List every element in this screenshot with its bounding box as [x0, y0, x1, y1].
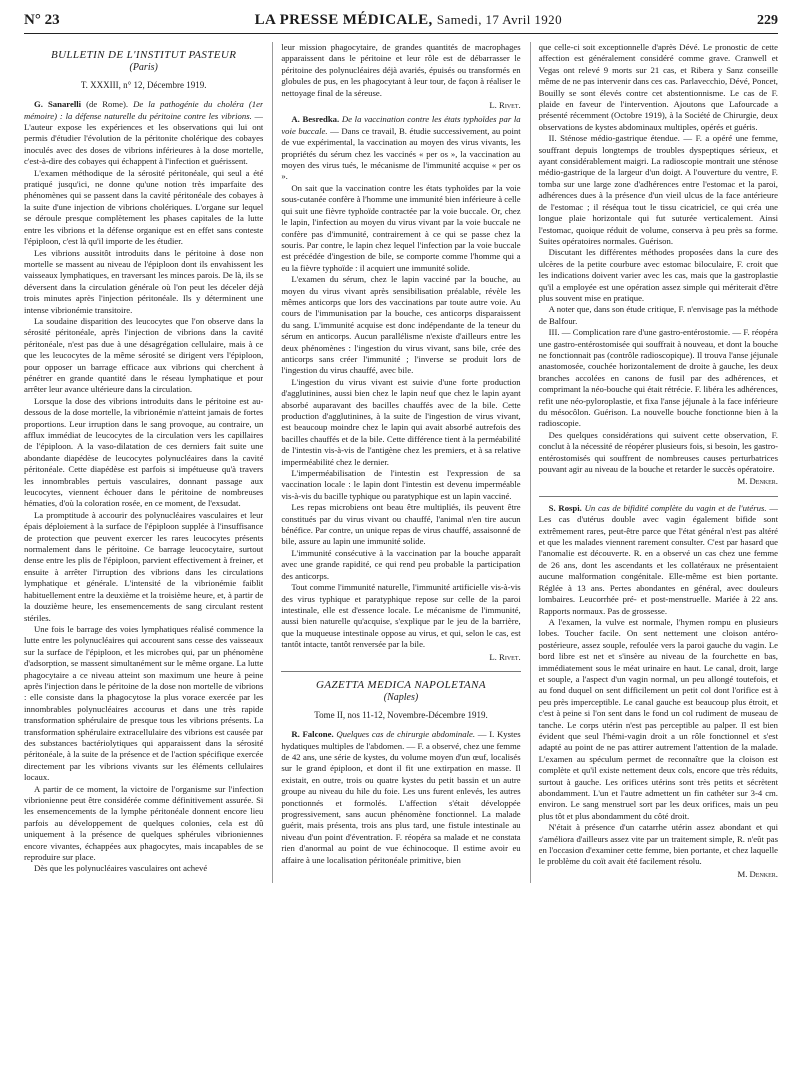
paragraph: Une fois le barrage des voies lymphatiques réalisé commence la lutte entre les polynucléaires qui accourent sans cesse des vaisseaux sur la surface de l'épiploon, et les microbes qui, par un phénomène d'adsorption, se massent simultanément sur le même organe. La lutte phagocytaire a ce niveau atteint son maximum une heure à peine après l'injection dans le péritoine de la dose non mortelle de vibrions : elle consiste dans la phagocytose la plus vorace exercée par les innombrables polynucléaires accourus et dans une très rapide transformation sphérulaire de presque tous les vibrions présents. La transformation sphérulaire extracellulaire des vibrions est causée par des substances bactériolytiques qui apparaissent dans la sérosité péritonéale, à la suite de la présence et de l'action spécifique exercée directement par les vibrions vivants sur les éléments cellulaires locaux. — [24, 623, 264, 783]
issue-reference: Tome II, nos 11-12, Novembre-Décembre 1919. — [314, 709, 488, 720]
signature: L. Rivet. — [489, 651, 521, 662]
article-lead-text: — L'auteur expose les expériences et les observations qui lui ont permis d'étudier l'évolution de la péritonite cholérique des cobayes inoculés avec des doses de vibrions inférieures à la dose mortelle, c'est-à-dire des cobayes qui échappent à l'infection et guérissent. — [24, 110, 264, 167]
article-lead — [281, 114, 520, 182]
section-divider — [281, 671, 520, 672]
paragraph: A partir de ce moment, la victoire de l'organisme sur l'infection vibrionienne peut être considérée comme définitivement assurée. Si les ensemencements de la lymphe péritonéale donnent encore lieu parfois au développement de quelques colonies, cela est dû uniquement à la présence de quelques sphérules vibrioniennes encore vivantes, échappées aux phagocytes, mais incapables de se reproduire sur place. — [24, 783, 264, 863]
journal-heading — [255, 12, 562, 29]
article-title: Quelques cas de chirurgie abdominale. — [336, 729, 476, 740]
page-number: 229 — [757, 13, 778, 28]
paragraph: leur mission phagocytaire, de grandes quantités de macrophages apparaissent dans le péritoine et leur rôle est de débarrasser le péritoine des polynucléaires déjà avariés, épuisés ou transformés en globules de pus, en les phagocytant à leur tour, de façon à réaliser le nettoyage final de la séreuse. — [281, 42, 521, 98]
paragraph: Discutant les différentes méthodes proposées dans la cure des ulcères de la petite courbure avec estomac biloculaire, F. croit que les indications doivent varier avec les cas, mais que la gastroplastie qu'il a employée est une opération assez simple qui mériterait d'être plus souvent mise en pratique. — [538, 247, 778, 303]
header-rule — [24, 33, 778, 34]
signature: M. Denker. — [737, 868, 778, 879]
article-title: De la pathogénie du choléra (1er mémoire) : la défense naturelle du péritoine contre les vibrions. — [24, 99, 264, 121]
paragraph: La soudaine disparition des leucocytes que l'on observe dans la sérosité péritonéale, après l'injection de vibrions dans la cavité péritonéale, n'est pas due à une désagrégation cellulaire, mais à ce que les leucocytes de la même sérosité se dirigent vers l'épiploon, pour opposer un barrage efficace aux vibrions qui cherchent à pénétrer en grande quantité dans le réseau lymphatique et pour arrêter leur avance ultérieure dans la circulation. — [24, 315, 264, 395]
paragraph: Les vibrions aussitôt introduits dans le péritoine à dose non mortelle se massent au niveau de l'épiploon dont ils envahissent les vaisseaux lymphatiques, en traversant les minces parois. De là, ils se déversent dans la circulation générale où l'on peut les déceler déjà trois minutes après l'injection péritonéale. Ils y déterminent une intense vibrionémie transitoire. — [24, 247, 264, 315]
article-title: Un cas de bifidité complète du vagin et de l'utérus. — [584, 502, 767, 513]
article-lead — [24, 99, 263, 167]
paragraph: L'immunité consécutive à la vaccination par la bouche apparaît avec une grande rapidité, ce qui rend peu probable la participation des anticorps. — [281, 547, 521, 581]
signature: L. Rivet. — [489, 100, 521, 111]
column-3 — [530, 42, 778, 883]
article-author: G. Sanarelli — [34, 99, 82, 110]
paragraph: L'imperméabilisation de l'intestin est l'expression de sa vaccination locale : le lapin dont l'intestin est devenu imperméable vis-à-vis du bacille typhique ou paratyphique est un lapin vacciné. — [281, 468, 521, 501]
article-author: A. Besredka. — [291, 114, 340, 125]
article-author: S. Rospi. — [548, 502, 582, 513]
paragraph: que celle-ci soit exceptionnelle d'après Dévé. Le pronostic de cette affection est généralement considéré comme grave. Cranwell et Vegas ont relevé 9 morts sur 21 cas, et Ribera y Sanz conseille même de ne pas intervenir dans ces cas. Parlavecchio, Dévé, Poncet, Bouilly se sont élevés contre cet abstentionnisme. Le cas de F. plaide en faveur de l'intervention. Ajoutons que Lafourcade a présenté récemment (Octobre 1919), à la Société de Chirurgie, deux observations de kystes abdominaux multiples, opérés et guéris. — [538, 42, 778, 132]
paragraph: A noter que, dans son étude critique, F. n'envisage pas la méthode de Balfour. — [538, 304, 778, 326]
article-columns — [24, 42, 778, 883]
article-title: De la vaccination contre les états typhoïdes par la voie buccale. — [281, 114, 521, 136]
section-title: GAZETTA MEDICA NAPOLETANA — [316, 678, 486, 691]
issue-reference: T. XXXIII, n° 12, Décembre 1919. — [80, 79, 207, 90]
paragraph: On sait que la vaccination contre les états typhoïdes par la voie sous-cutanée confère à l'homme une immunité bien inférieure à celle qui suit une fièvre typhoïde contractée par la voie buccale. Or, chez le lapin, l'infection au moyen du virus vivant par la voie buccale ne confère pas d'immunité, contrairement à ce qui se passe chez la souris. Par contre, le lapin chez lequel l'infection par la voie buccale est précédée d'ingestion de bile, se comporte comme l'homme qui a eu la fièvre typhoïde : il acquiert une immunité solide. — [281, 182, 521, 273]
paragraph: L'examen du sérum, chez le lapin vacciné par la bouche, au moyen du virus vivant après sensibilisation préalable, révèle les mêmes anticorps que lors des vaccinations par toute autre voie. Au cours de l'immunisation par la bouche, ces anticorps disparaissent du sang. L'immunité acquise est donc indépendante de la teneur du sérum en anticorps. Aucun parallélisme n'existe d'ailleurs entre les deux phénomènes : l'ingestion du virus vivant, sans bile, crée des anticorps sans créer l'immunité ; l'inverse se produit lors de l'ingestion du virus chauffé, avec bile. — [281, 274, 521, 376]
paragraph: Lorsque la dose des vibrions introduits dans le péritoine est au-dessous de la dose mortelle, la vibrionémie n'atteint jamais de fortes proportions. Leur irruption dans le sang provoque, au contraire, un afflux immédiat de leucocytes de la circulation vers les capillaires de l'épiploon. A la vaso-dilatation de ces derniers fait suite une abondante diapédèse de leucocytes polynucléaires dans la cavité péritonéale. Cette diapédèse est parfois si impétueuse qu'à travers les innombrables pertuis vasculaires, donnant passage aux leucocytes, viennent échouer dans le péritoine de nombreuses hématies, d'où la coloration rosée, en ce moment, de l'exsudat. — [24, 395, 264, 509]
paragraph: La promptitude à accourir des polynucléaires vasculaires et leur épais déploiement à la surface de l'épiploon supplée à l'insuffisance de protection que peuvent exercer les rares leucocytes présents normalement dans le péritoine. Ce barrage leucocytaire, surtout dense entre les plis de l'épiploon, parvient effectivement à freiner, et ensuite à arrêter l'irruption des vibrions dans les circulations lymphatique et générale. L'intensité de la vibrionémie faiblit habituellement entre la deuxième et la troisième heure, et, à partir de la douzième heure, les ensemencements de sang circulant restent stériles. — [24, 509, 264, 623]
page-header — [24, 12, 778, 29]
paragraph: L'examen méthodique de la sérosité péritonéale, qui seul a été pratiqué jusqu'ici, ne donne qu'une notion très imparfaite des phénomènes qui se passent dans la cavité péritonéale des cobayes à la suite d'une injection de vibrions cholériques. L'organe sur lequel se déroule presque complètement les phases capitales de la lutte entre les vibrions et la défense organique est en effet sans conteste l'épiploon, c'est là qu'il importe de les étudier. — [24, 167, 264, 247]
section-subtitle: (Naples) — [383, 692, 419, 704]
journal-name: LA PRESSE MÉDICALE, — [254, 12, 433, 28]
column-2 — [272, 42, 520, 883]
paragraph: Tout comme l'immunité naturelle, l'immunité artificielle vis-à-vis des virus typhique et paratyphique repose sur celle de la paroi intestinale, elle est d'essence locale. Le mécanisme de l'immunité, aussi bien naturelle qu'acquise, s'explique par le jeu de la barrière, que la muqueuse intestinale oppose au virus, et qui, selon le cas, est tantôt intacte, tantôt renversée par la bile. — [281, 582, 521, 650]
article-author: R. Falcone. — [291, 729, 334, 740]
signature: M. Denker. — [737, 476, 778, 487]
paragraph: III. — Complication rare d'une gastro-entérostomie. — F. réopéra une gastro-entérostomisée qui souffrait à nouveau, et dont la bouche ne fonctionnait pas (contrôle radioscopique). Il trouva l'anse jéjunale anastomosée, couchée horizontalement de droite à gauche, les deux branches accolées en canons de fusil par des adhérences, et comprimant la néo-bouche qui était rétrécie. F. libéra les adhérences, refit une néo-pyloroplastie, et fixa l'anse jéjunale à la face inférieure du mésocôlon. Guérison. La nouvelle bouche fonctionne bien à la radioscopie. — [538, 327, 778, 429]
publication-date: Samedi, 17 Avril 1920 — [436, 12, 562, 27]
paragraph: L'ingestion du virus vivant est suivie d'une forte production d'agglutinines, aussi bien chez le lapin neuf que chez le lapin ayant absorbé auparavant des bacilles chauffés avec de la bile. Cette production d'agglutinines, à la suite de l'ingestion de virus vivant, est beaucoup moindre chez le lapin qui avait absorbé autrefois des bacilles chauffés et de la bile. Cette différence tient à la perméabilité de l'intestin vis-à-vis de l'antigène chez les premiers, et à sa relative imperméabilité chez le dernier. — [281, 376, 521, 467]
article-lead — [539, 503, 778, 617]
author-origin: (de Rome). — [86, 99, 129, 110]
paragraph: Des quelques considérations qui suivent cette observation, F. conclut à la nécessité de réopérer plusieurs fois, si besoin, les gastro-entérostomisés qui souffrent de nombreuses causes perturbatrices pouvant agir au niveau de la bouche et retarder le succès opératoire. — [538, 429, 778, 475]
column-1 — [24, 42, 263, 883]
article-lead-text: — Dans ce travail, B. étudie successivement, au point de vue expérimental, la vaccination au moyen des virus vivants, les propriétés du sérum chez les vaccinés « per os », la vaccination au moyen des virus tués, le mécanisme de l'immunité acquise « per os ». — [281, 125, 521, 182]
article-lead — [281, 729, 520, 866]
paragraph: Les repas microbiens ont beau être multipliés, ils peuvent être constitués par du virus vivant ou chauffé, l'animal n'en tire aucun bénéfice. Par contre, un unique repas de virus chauffé, assaisonné de bile, assure au lapin une immunité solide. — [281, 502, 521, 547]
article-lead-text: — Les cas d'utérus double avec vagin également bifide sont extrêmement rares, peut-être parce que l'état général n'est pas altéré et que les malades viennent rarement consulter. C'est par hasard que l'anomalie est découverte. R. en a observé un cas chez une femme de 26 ans, dont les ascendants et les collatéraux ne présentaient aucune malformation congénitale. Elle-même est bien portante. Réglée à 13 ans. Pertes abondantes en général, avec douleurs lombaires. Leucorrhée pré- et post-menstruelle. Mariée à 22 ans. Rapports normaux. Pas de grossesse. — [538, 502, 778, 616]
paragraph: II. Sténose médio-gastrique étendue. — F. a opéré une femme, souffrant depuis longtemps de troubles dyspeptiques sérieux, et ayant considérablement maigri. La radioscopie montrait une sténose médio-gastrique de la largeur d'un doigt. A l'ouverture du ventre, F. tomba sur une large zone d'adhérences entre l'estomac et la paroi, adhérences dues à la présence d'un vieil ulcus de la face antérieure de l'estomac ; il réséqua tout le tissu cicatriciel, ce qui créa une longue plaie horizontale qui fut suturée verticalement. Ainsi l'estomac, quoique réduit de volume, conserva à peu près sa forme. Suites opératoires normales. Guérison. — [538, 133, 778, 246]
article-lead-text: — I. Kystes hydatiques multiples de l'abdomen. — F. a observé, chez une femme de 42 ans, une série de kystes, du volume moyen d'un œuf, localisés sur le grand épiploon, et dont il fit une extirpation en masse. Il existait, en outre, trois ou quatre kystes du petit bassin et un autre groupe au niveau du hile du foie. Les uns furent enlevés, les autres ponctionnés et formolés. L'affection s'était développée progressivement, sans aucun phénomène fonctionnel. La malade guérit, mais présenta, trois ans plus tard, une fistule intestinale au niveau d'un point d'éventration. F. réopéra sa malade et ne constata rien d'anormal au point de vue échinocoque. Il estime avoir eu affaire à une localisation péritonéale primitive, bien — [281, 729, 521, 865]
article-divider — [539, 496, 778, 497]
issue-number: N° 23 — [24, 12, 60, 28]
section-subtitle: (Paris) — [129, 62, 158, 74]
section-title: BULLETIN DE L'INSTITUT PASTEUR — [50, 49, 237, 61]
paragraph: Dès que les polynucléaires vasculaires ont achevé — [34, 863, 208, 874]
paragraph: A l'examen, la vulve est normale, l'hymen rompu en plusieurs lobes. Toucher facile. On sent nettement une cloison antéro-postérieure, assez souple, refoulée vers la paroi gauche du vagin. Le bord libre est net et s'insère au niveau de la fourchette en bas, immédiatement sous le méat urinaire en haut. Le canal, droit, large et souple, a l'aspect d'un vagin normal, un peu allongé toutefois, et au fond duquel on sent difficilement un petit col dont l'orifice est à peu près imperceptible. Le canal gauche est beaucoup plus étroit, et c'est à peine si l'on sent dans le fond un col rudiment de museau de tanche. Le corps utérin n'est pas perceptible au palper. Il est bien évident que seul l'hémi-vagin droit a un rôle fonctionnel et s'est adapté au point de ne pas attirer autrement l'attention de la malade. L'examen au spéculum permet de reconnaître que la cloison est complète et qu'il existe nettement deux cols, encore que très réduits, surtout à gauche. Les orifices utérins sont très petits et sécrètent abondamment. L'un et l'autre admettent un fin cathéter sur 3-4 cm. environ. Le sang menstruel sort par les deux orifices, mais un peu plus tôt et plus abondamment du côté droit. — [538, 616, 778, 821]
paragraph: N'était à présence d'un catarrhe utérin assez abondant et qui s'améliora d'ailleurs assez vite par un traitement simple, R. n'eût pas en l'occasion d'examiner cette femme, bien portante, et chez laquelle le problème du coït avait été facilement résolu. — [538, 822, 778, 867]
